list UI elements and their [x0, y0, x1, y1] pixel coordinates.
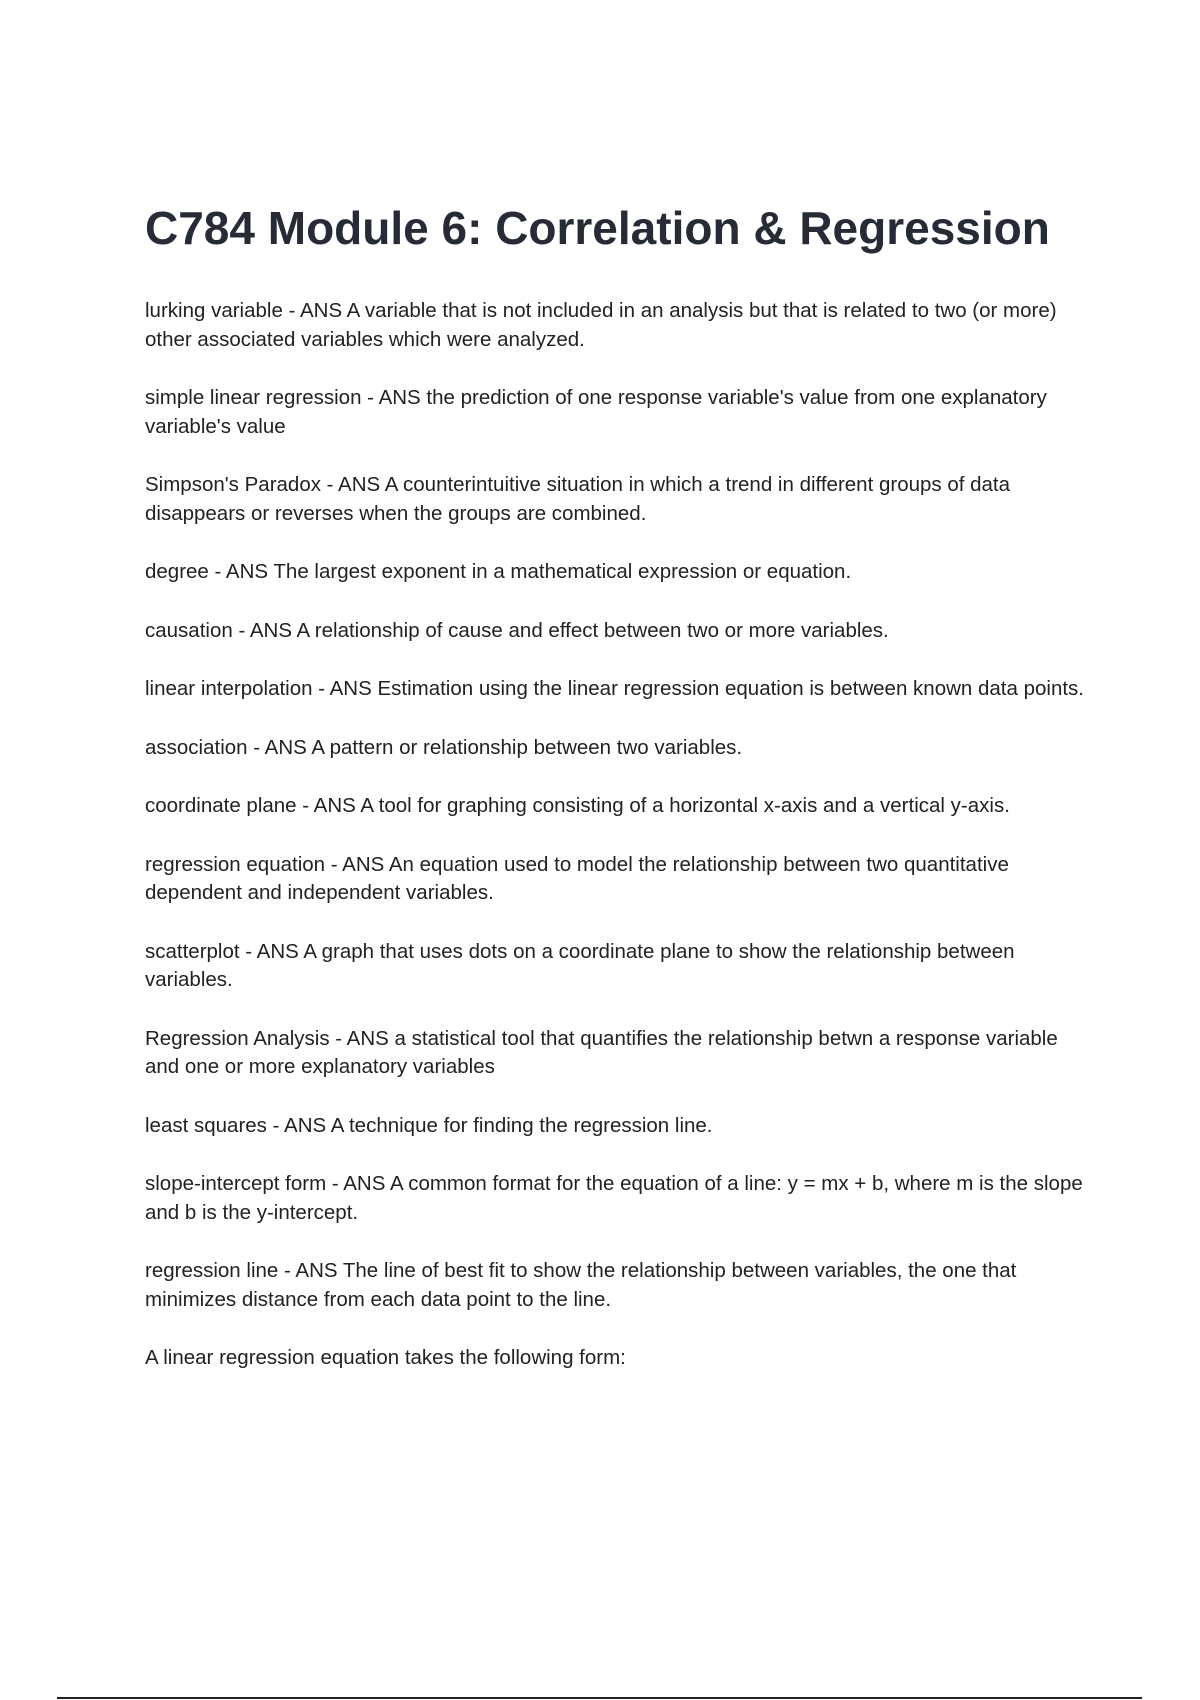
flashcard-entry-scatterplot: scatterplot - ANS A graph that uses dots on a coordinate plane to show the relationship between variables. — [145, 939, 1015, 991]
flashcard-entry-simpsons-paradox: Simpson's Paradox - ANS A counterintuitive situation in which a trend in different groups of data disappears or reverses when the groups are combined. — [145, 473, 1011, 525]
flashcard-entry-simple-linear-regression: simple linear regression - ANS the prediction of one response variable's value from one explanatory variable's value — [145, 386, 1047, 438]
flashcard-entry-slope-intercept-form: slope-intercept form - ANS A common format for the equation of a line: y = mx + b, where m is the slope and b is the y-intercept. — [145, 1172, 1083, 1224]
flashcard-list — [145, 297, 1095, 1403]
flashcard-entry-linear-regression-form: A linear regression equation takes the following form: — [145, 1346, 626, 1369]
flashcard-entry-least-squares: least squares - ANS A technique for finding the regression line. — [145, 1113, 713, 1137]
flashcard-entry-linear-interpolation: linear interpolation - ANS Estimation using the linear regression equation is between known data points. — [145, 677, 1084, 700]
flashcard-entry-regression-line: regression line - ANS The line of best fit to show the relationship between variables, the one that minimizes distance from each data point to the line. — [145, 1259, 1017, 1311]
flashcard-entry-degree: degree - ANS The largest exponent in a mathematical expression or equation. — [145, 560, 852, 583]
flashcard-entry-regression-analysis: Regression Analysis - ANS a statistical tool that quantifies the relationship betwn a response variable and one or more explanatory variables — [145, 1026, 1058, 1078]
page-bottom-divider — [57, 1697, 1142, 1699]
flashcard-entry-lurking-variable: lurking variable - ANS A variable that is not included in an analysis but that is related to two (or more) other associated variables which were analyzed. — [145, 299, 1057, 351]
flashcard-entry-causation: causation - ANS A relationship of cause and effect between two or more variables. — [145, 618, 889, 642]
flashcard-entry-regression-equation: regression equation - ANS An equation used to model the relationship between two quantitative dependent and independent variables. — [145, 852, 1009, 904]
flashcard-entry-association: association - ANS A pattern or relationship between two variables. — [145, 735, 743, 759]
flashcard-entry-coordinate-plane: coordinate plane - ANS A tool for graphing consisting of a horizontal x-axis and a vertical y-axis. — [145, 794, 1010, 817]
document-title: C784 Module 6: Correlation & Regression — [145, 202, 1050, 254]
